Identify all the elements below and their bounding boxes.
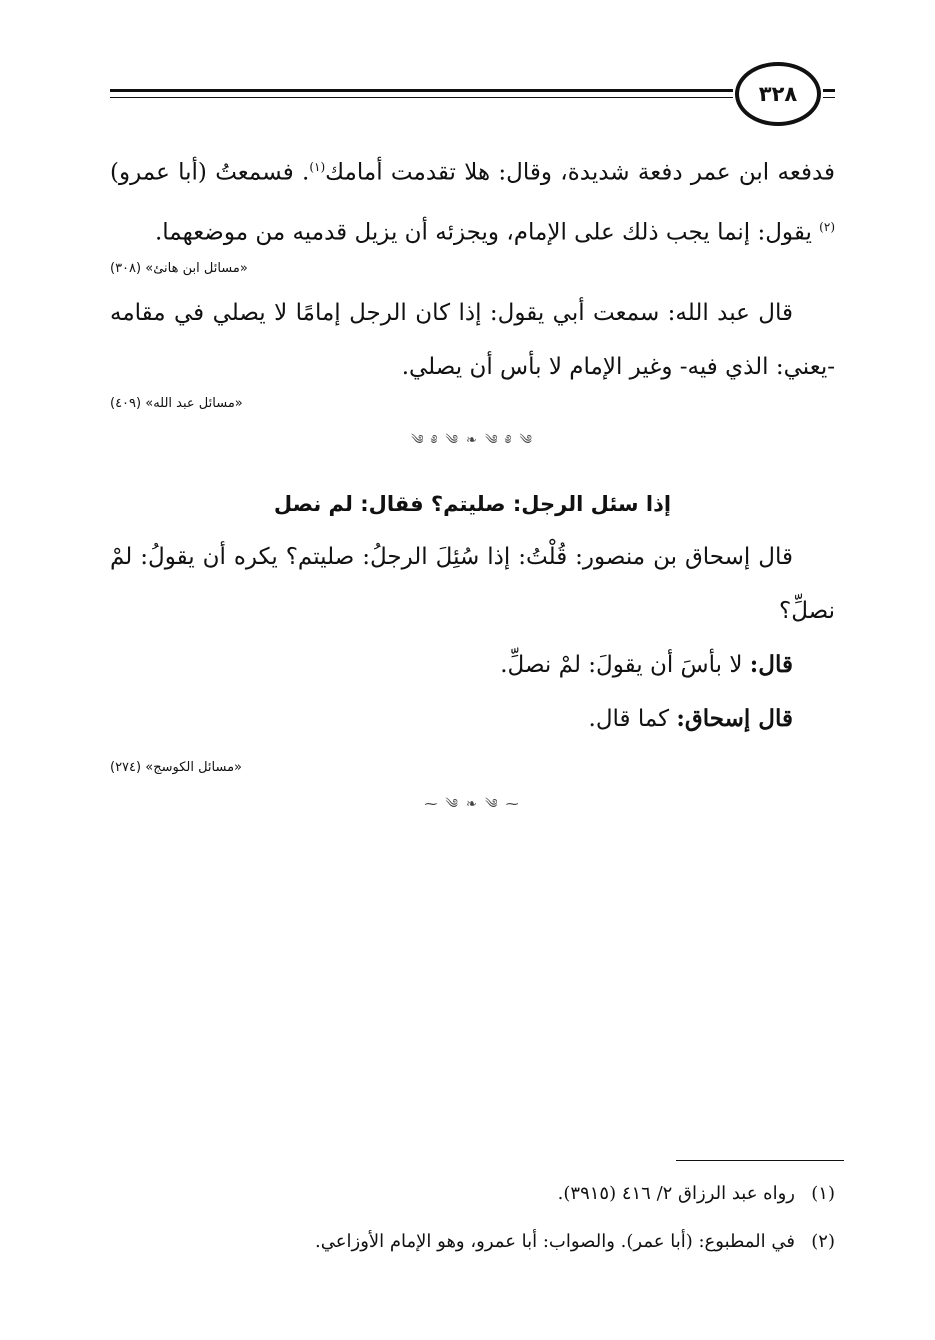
header-rule (110, 89, 733, 92)
footnote-ref-2[interactable]: (٢) (819, 219, 835, 234)
para1-text-d: يقول: إنما يجب ذلك على الإمام، ويجزئه أن يزيل قدميه من موضعهما. (154, 219, 820, 246)
ishaq-line (110, 692, 835, 746)
page-body (110, 140, 835, 840)
footnote-number: (٢) (811, 1231, 835, 1252)
footnote-text: رواه عبد الرزاق ٢/ ٤١٦ (٣٩١٥). (557, 1183, 795, 1204)
footnote-2 (110, 1218, 835, 1266)
page-number: ٣٢٨ (735, 62, 821, 126)
para2-text: قال عبد الله: سمعت أبي يقول: إذا كان الرجل إمامًا لا يصلي في مقامه -يعني: الذي فيه- وغير الإمام لا بأس أن يصلي. (110, 300, 835, 381)
answer-label: قال: (749, 651, 793, 679)
answer-line (110, 638, 835, 692)
footnote-text: في المطبوع: (أبا عمر). والصواب: أبا عمرو، وهو الإمام الأوزاعي. (315, 1231, 795, 1252)
source-citation-1: «مسائل ابن هانئ» (٣٠٨) (110, 261, 248, 277)
section-heading: إذا سئل الرجل: صليتم؟ فقال: لم نصل (273, 492, 672, 517)
paragraph-1 (110, 140, 835, 259)
para1-text-b: . فسمعتُ (أبا (178, 159, 310, 186)
paragraph-3 (110, 530, 835, 638)
paragraph-2 (110, 286, 835, 394)
header-rule-end (823, 89, 835, 92)
footnote-ref-1[interactable]: (١) (309, 160, 326, 174)
end-ornament: ⁓ ༄ ❧ ༄ ⁓ (424, 797, 521, 813)
para3-text: قال إسحاق بن منصور: قُلْتُ: إذا سُئِلَ الرجلُ: صليتم؟ يكره أن يقولُ: لمْ نصلِّ؟ (110, 544, 835, 625)
para1-text-c: عمرو) (110, 159, 170, 186)
para1-text-a: فدفعه ابن عمر دفعة شديدة، وقال: هلا تقدمت أمامك (325, 159, 836, 186)
header-rule-thin (110, 97, 733, 98)
answer-text: لا بأسَ أن يقولَ: لمْ نصلِّ. (500, 652, 750, 679)
footnotes (110, 1170, 835, 1266)
header-rule-end-thin (823, 97, 835, 98)
source-citation-2: «مسائل عبد الله» (٤٠٩) (110, 396, 243, 412)
footnote-divider (676, 1160, 844, 1161)
footnote-1 (110, 1170, 835, 1218)
page-header (110, 60, 835, 140)
footnote-number: (١) (811, 1183, 835, 1204)
source-citation-3: «مسائل الكوسج» (٢٧٤) (110, 760, 243, 776)
ishaq-text: كما قال. (588, 706, 677, 733)
section-ornament: ༄ ༅ ༄ ❧ ༄ ༅ ༄ (411, 433, 534, 449)
ishaq-label: قال إسحاق: (676, 705, 793, 733)
